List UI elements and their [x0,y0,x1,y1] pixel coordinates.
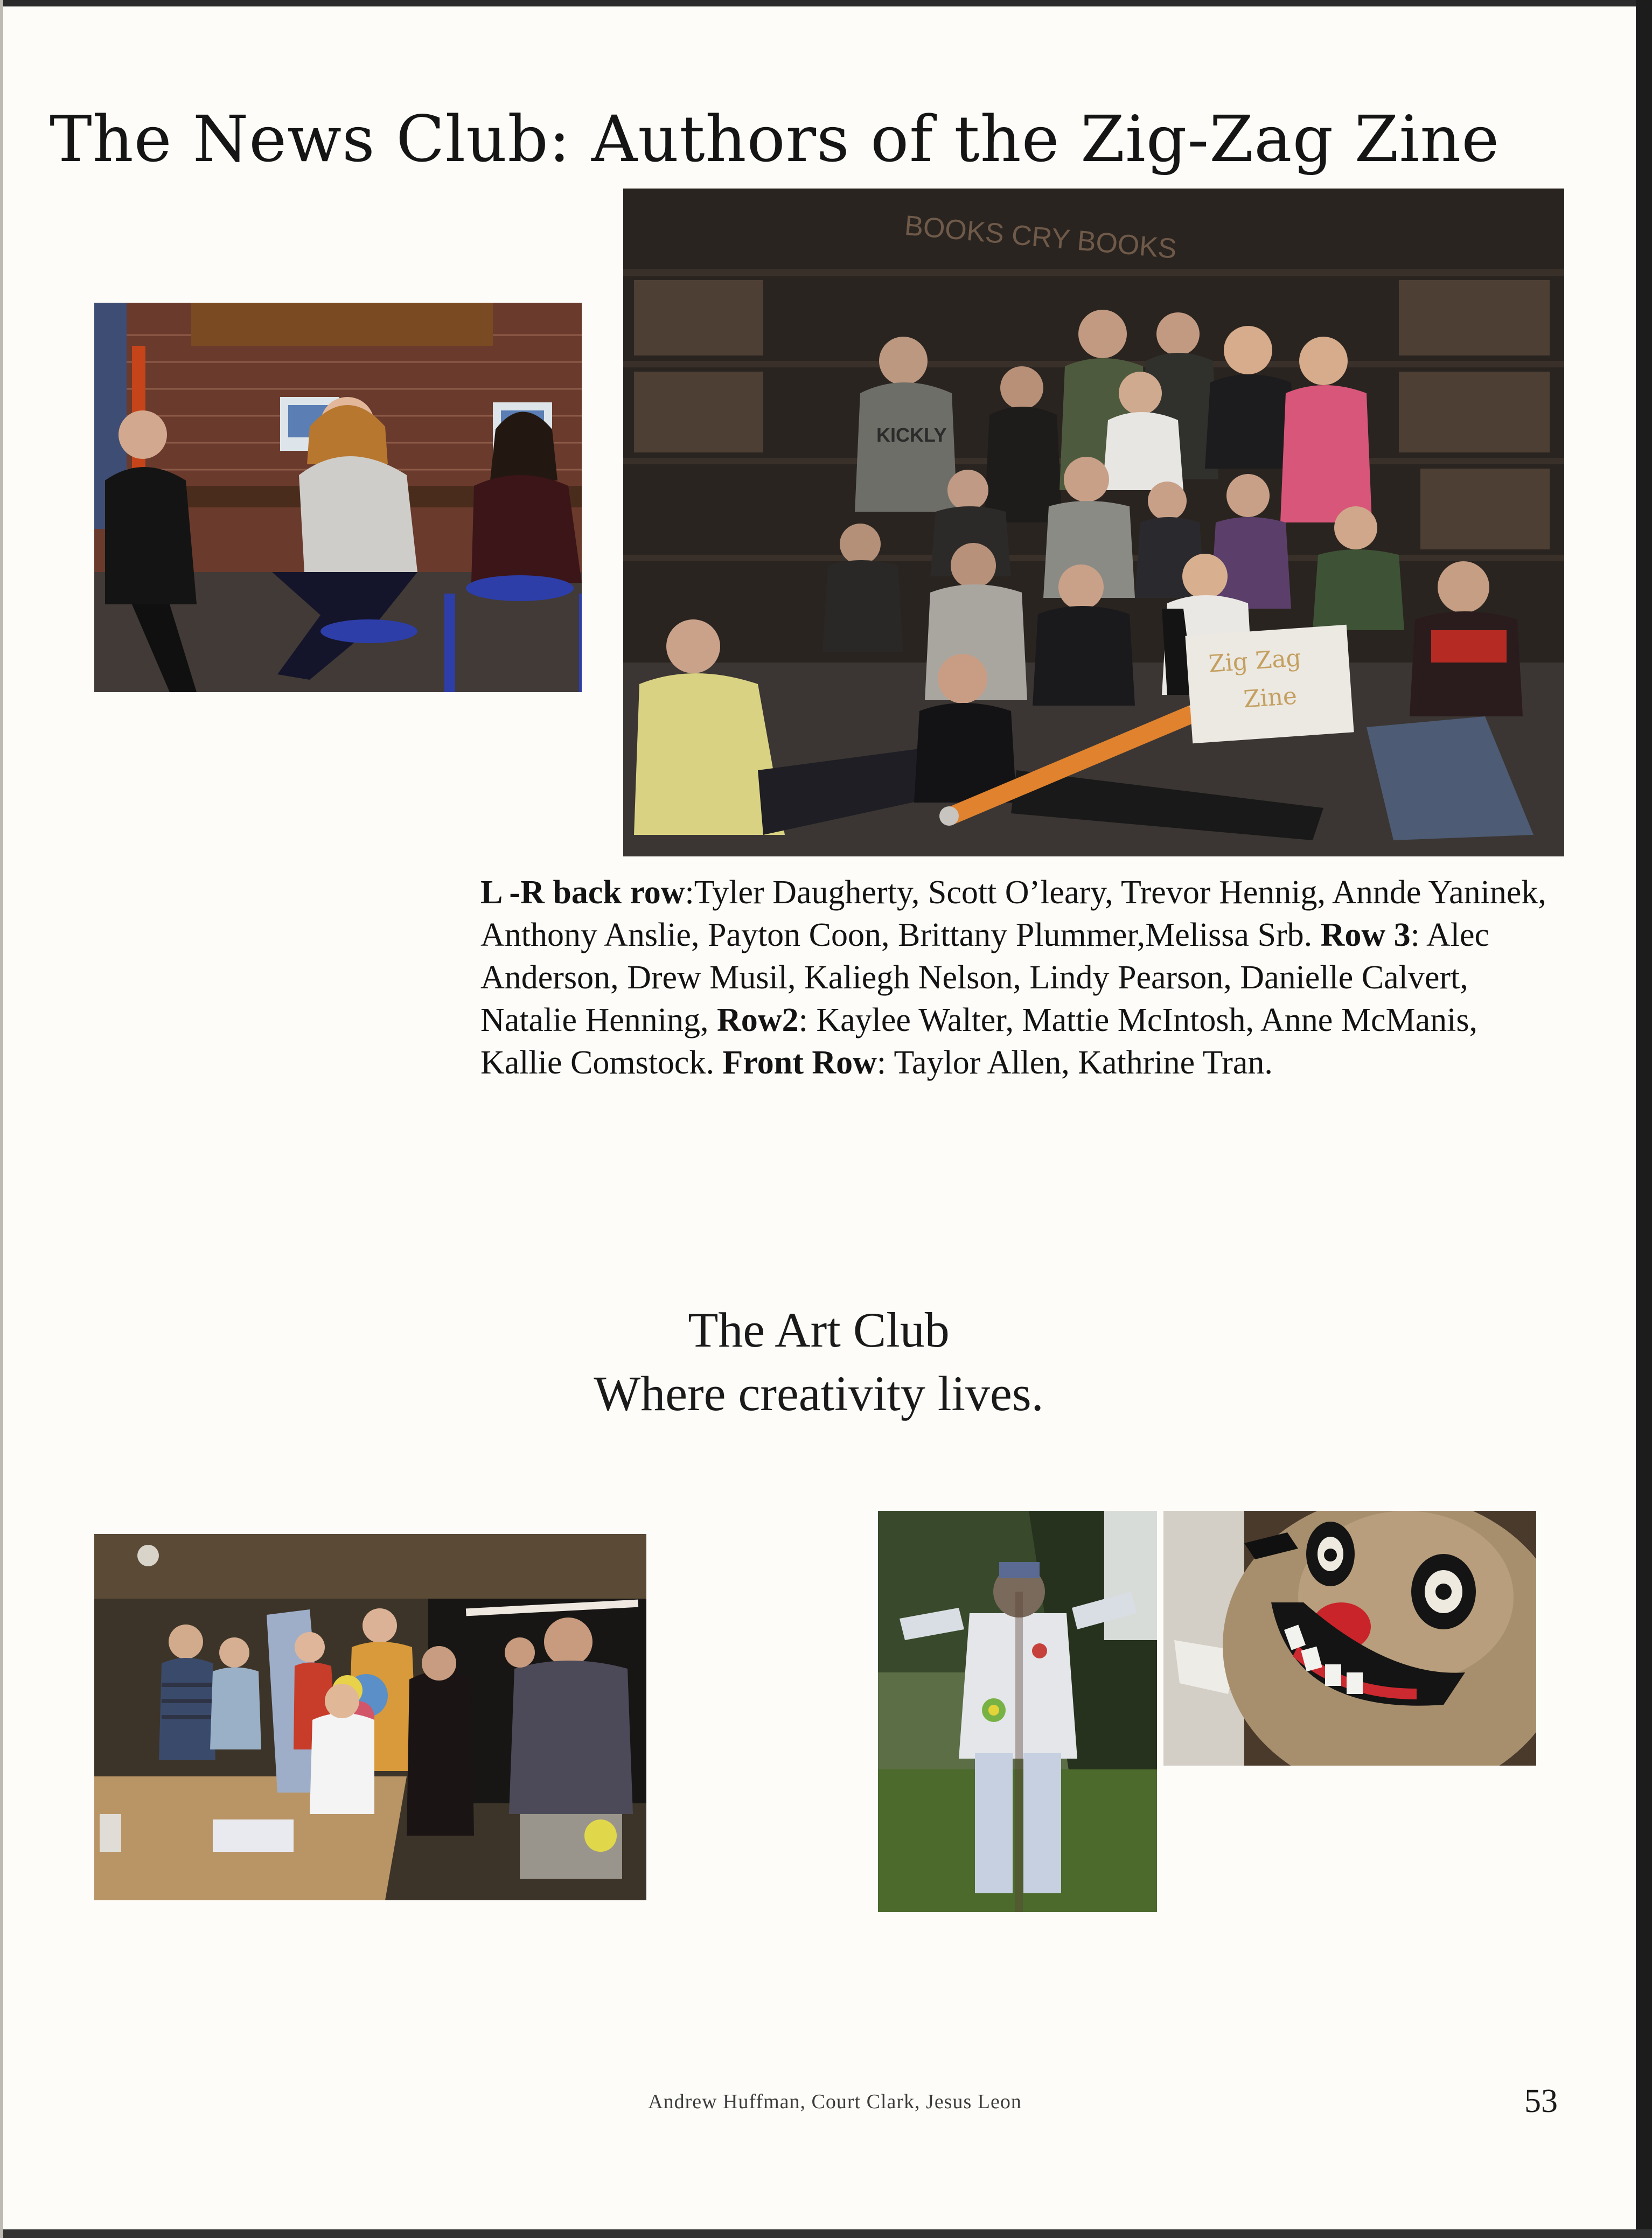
sign-text-line1: Zig Zag [1208,644,1302,678]
photo-burlap-face [1163,1511,1536,1766]
photo-credits: Andrew Huffman, Court Clark, Jesus Leon [648,2090,1022,2113]
photo-students-at-computers [94,303,582,692]
front-row-names: : Taylor Allen, Kathrine Tran. [876,1044,1273,1081]
news-club-caption [480,872,1555,1084]
back-row-label: L -R back row [480,874,685,911]
art-club-title [539,1298,1099,1425]
photo-art-club-room [94,1534,646,1900]
page-border-right [1636,0,1652,2238]
front-row-label: Front Row [722,1044,877,1081]
photo-scarecrow [878,1511,1157,1912]
page-number: 53 [1524,2083,1558,2120]
art-club-title-line2: Where creativity lives. [594,1366,1044,1421]
sign-text-line2: Zine [1243,682,1298,714]
row2-label: Row2 [717,1002,799,1038]
back-row-names: :Tyler Daugherty, Scott O’leary, Trevor Hennig, Annde Yaninek, Anthony Anslie, Payton Coon, Brittany Plummer,Melissa Srb. [480,874,1546,953]
page-border-bottom [0,2229,1652,2238]
page-border-left [0,0,3,2238]
art-club-title-line1: The Art Club [688,1302,950,1357]
shelf-banner-text: BOOKS CRY BOOKS [903,210,1178,265]
photo-news-club-group [623,189,1564,856]
sweatshirt-text: KICKLY [876,424,947,446]
row3-label: Row 3 [1320,917,1411,953]
page-border-top [0,0,1652,6]
row2-names: : Kaylee Walter, Mattie McIntosh, Anne McManis, Kallie Comstock. [480,1002,1477,1081]
row3-names: : Alec Anderson, Drew Musil, Kaliegh Nelson, Lindy Pearson, Danielle Calvert, Natalie Henning, [480,917,1489,1038]
news-club-title: The News Club: Authors of the Zig-Zag Zine [50,102,1500,177]
